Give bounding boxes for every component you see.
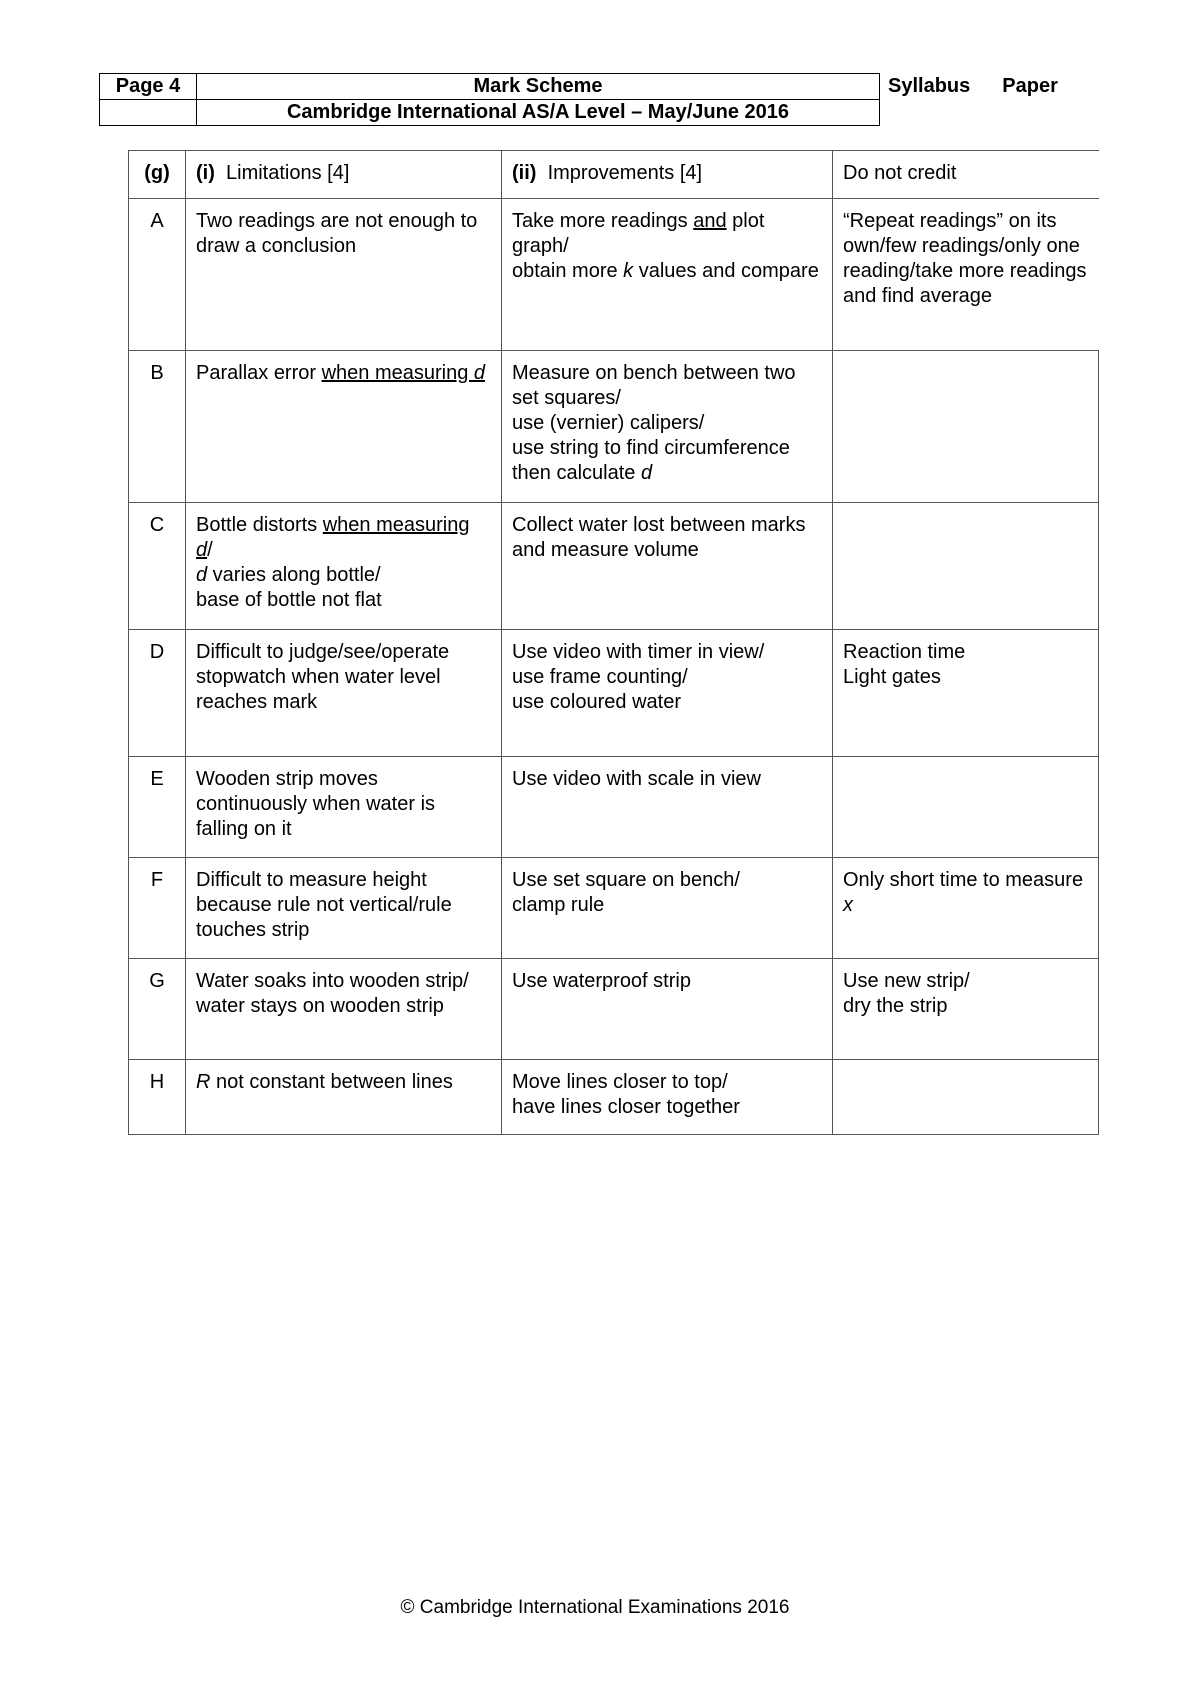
improvement-cell: Use video with timer in view/ use frame counting/ use coloured water bbox=[502, 630, 833, 757]
improvement-cell: Measure on bench between two set squares/ use (vernier) calipers/ use string to find circumference then calculate d bbox=[502, 351, 833, 503]
document-subtitle: Cambridge International AS/A Level – May/June 2016 bbox=[197, 100, 880, 126]
improvement-cell: Use video with scale in view bbox=[502, 757, 833, 858]
table-row bbox=[129, 959, 1099, 1060]
row-key: G bbox=[129, 959, 186, 1060]
limitation-cell: Parallax error when measuring d bbox=[186, 351, 502, 503]
row-key: H bbox=[129, 1060, 186, 1135]
do-not-credit-cell: Use new strip/ dry the strip bbox=[833, 959, 1099, 1060]
page-header bbox=[99, 73, 880, 126]
do-not-credit-cell: “Repeat readings” on its own/few readings/only one reading/take more readings and find average bbox=[833, 199, 1099, 351]
limitation-cell: R not constant between lines bbox=[186, 1060, 502, 1135]
page-number: Page 4 bbox=[100, 74, 197, 100]
header-blank-cell bbox=[100, 100, 197, 126]
row-key: D bbox=[129, 630, 186, 757]
do-not-credit-cell bbox=[833, 1060, 1099, 1135]
table-row bbox=[129, 757, 1099, 858]
improvements-header: (ii) Improvements [4] bbox=[502, 151, 833, 199]
limitation-cell: Wooden strip moves continuously when water is falling on it bbox=[186, 757, 502, 858]
table-row bbox=[129, 630, 1099, 757]
row-key: C bbox=[129, 503, 186, 630]
table-row bbox=[129, 503, 1099, 630]
limitation-cell: Difficult to measure height because rule not vertical/rule touches strip bbox=[186, 858, 502, 959]
table-header-row bbox=[129, 151, 1099, 199]
improvement-cell: Use waterproof strip bbox=[502, 959, 833, 1060]
row-key: A bbox=[129, 199, 186, 351]
limitation-cell: Bottle distorts when measuring d/ d varies along bottle/ base of bottle not flat bbox=[186, 503, 502, 630]
header-right-labels bbox=[888, 74, 1058, 99]
do-not-credit-cell bbox=[833, 757, 1099, 858]
improvement-cell: Move lines closer to top/ have lines closer together bbox=[502, 1060, 833, 1135]
row-key: B bbox=[129, 351, 186, 503]
limitation-cell: Two readings are not enough to draw a conclusion bbox=[186, 199, 502, 351]
table-row bbox=[129, 1060, 1099, 1135]
improvement-cell: Collect water lost between marks and measure volume bbox=[502, 503, 833, 630]
paper-label: Paper bbox=[1002, 75, 1058, 97]
improvement-cell: Take more readings and plot graph/ obtain more k values and compare bbox=[502, 199, 833, 351]
part-label: (g) bbox=[129, 151, 186, 199]
do-not-credit-cell bbox=[833, 351, 1099, 503]
limitations-header: (i) Limitations [4] bbox=[186, 151, 502, 199]
do-not-credit-cell bbox=[833, 503, 1099, 630]
do-not-credit-header: Do not credit bbox=[833, 151, 1099, 199]
table-row bbox=[129, 351, 1099, 503]
limitation-cell: Water soaks into wooden strip/ water stays on wooden strip bbox=[186, 959, 502, 1060]
mark-scheme-table bbox=[128, 150, 1099, 1135]
syllabus-label: Syllabus bbox=[888, 75, 971, 97]
do-not-credit-cell: Only short time to measure x bbox=[833, 858, 1099, 959]
table-row bbox=[129, 199, 1099, 351]
table-row bbox=[129, 858, 1099, 959]
improvement-cell: Use set square on bench/ clamp rule bbox=[502, 858, 833, 959]
row-key: F bbox=[129, 858, 186, 959]
copyright-footer: © Cambridge International Examinations 2016 bbox=[400, 1597, 790, 1618]
do-not-credit-cell: Reaction time Light gates bbox=[833, 630, 1099, 757]
limitation-cell: Difficult to judge/see/operate stopwatch when water level reaches mark bbox=[186, 630, 502, 757]
row-key: E bbox=[129, 757, 186, 858]
document-title: Mark Scheme bbox=[197, 74, 880, 100]
